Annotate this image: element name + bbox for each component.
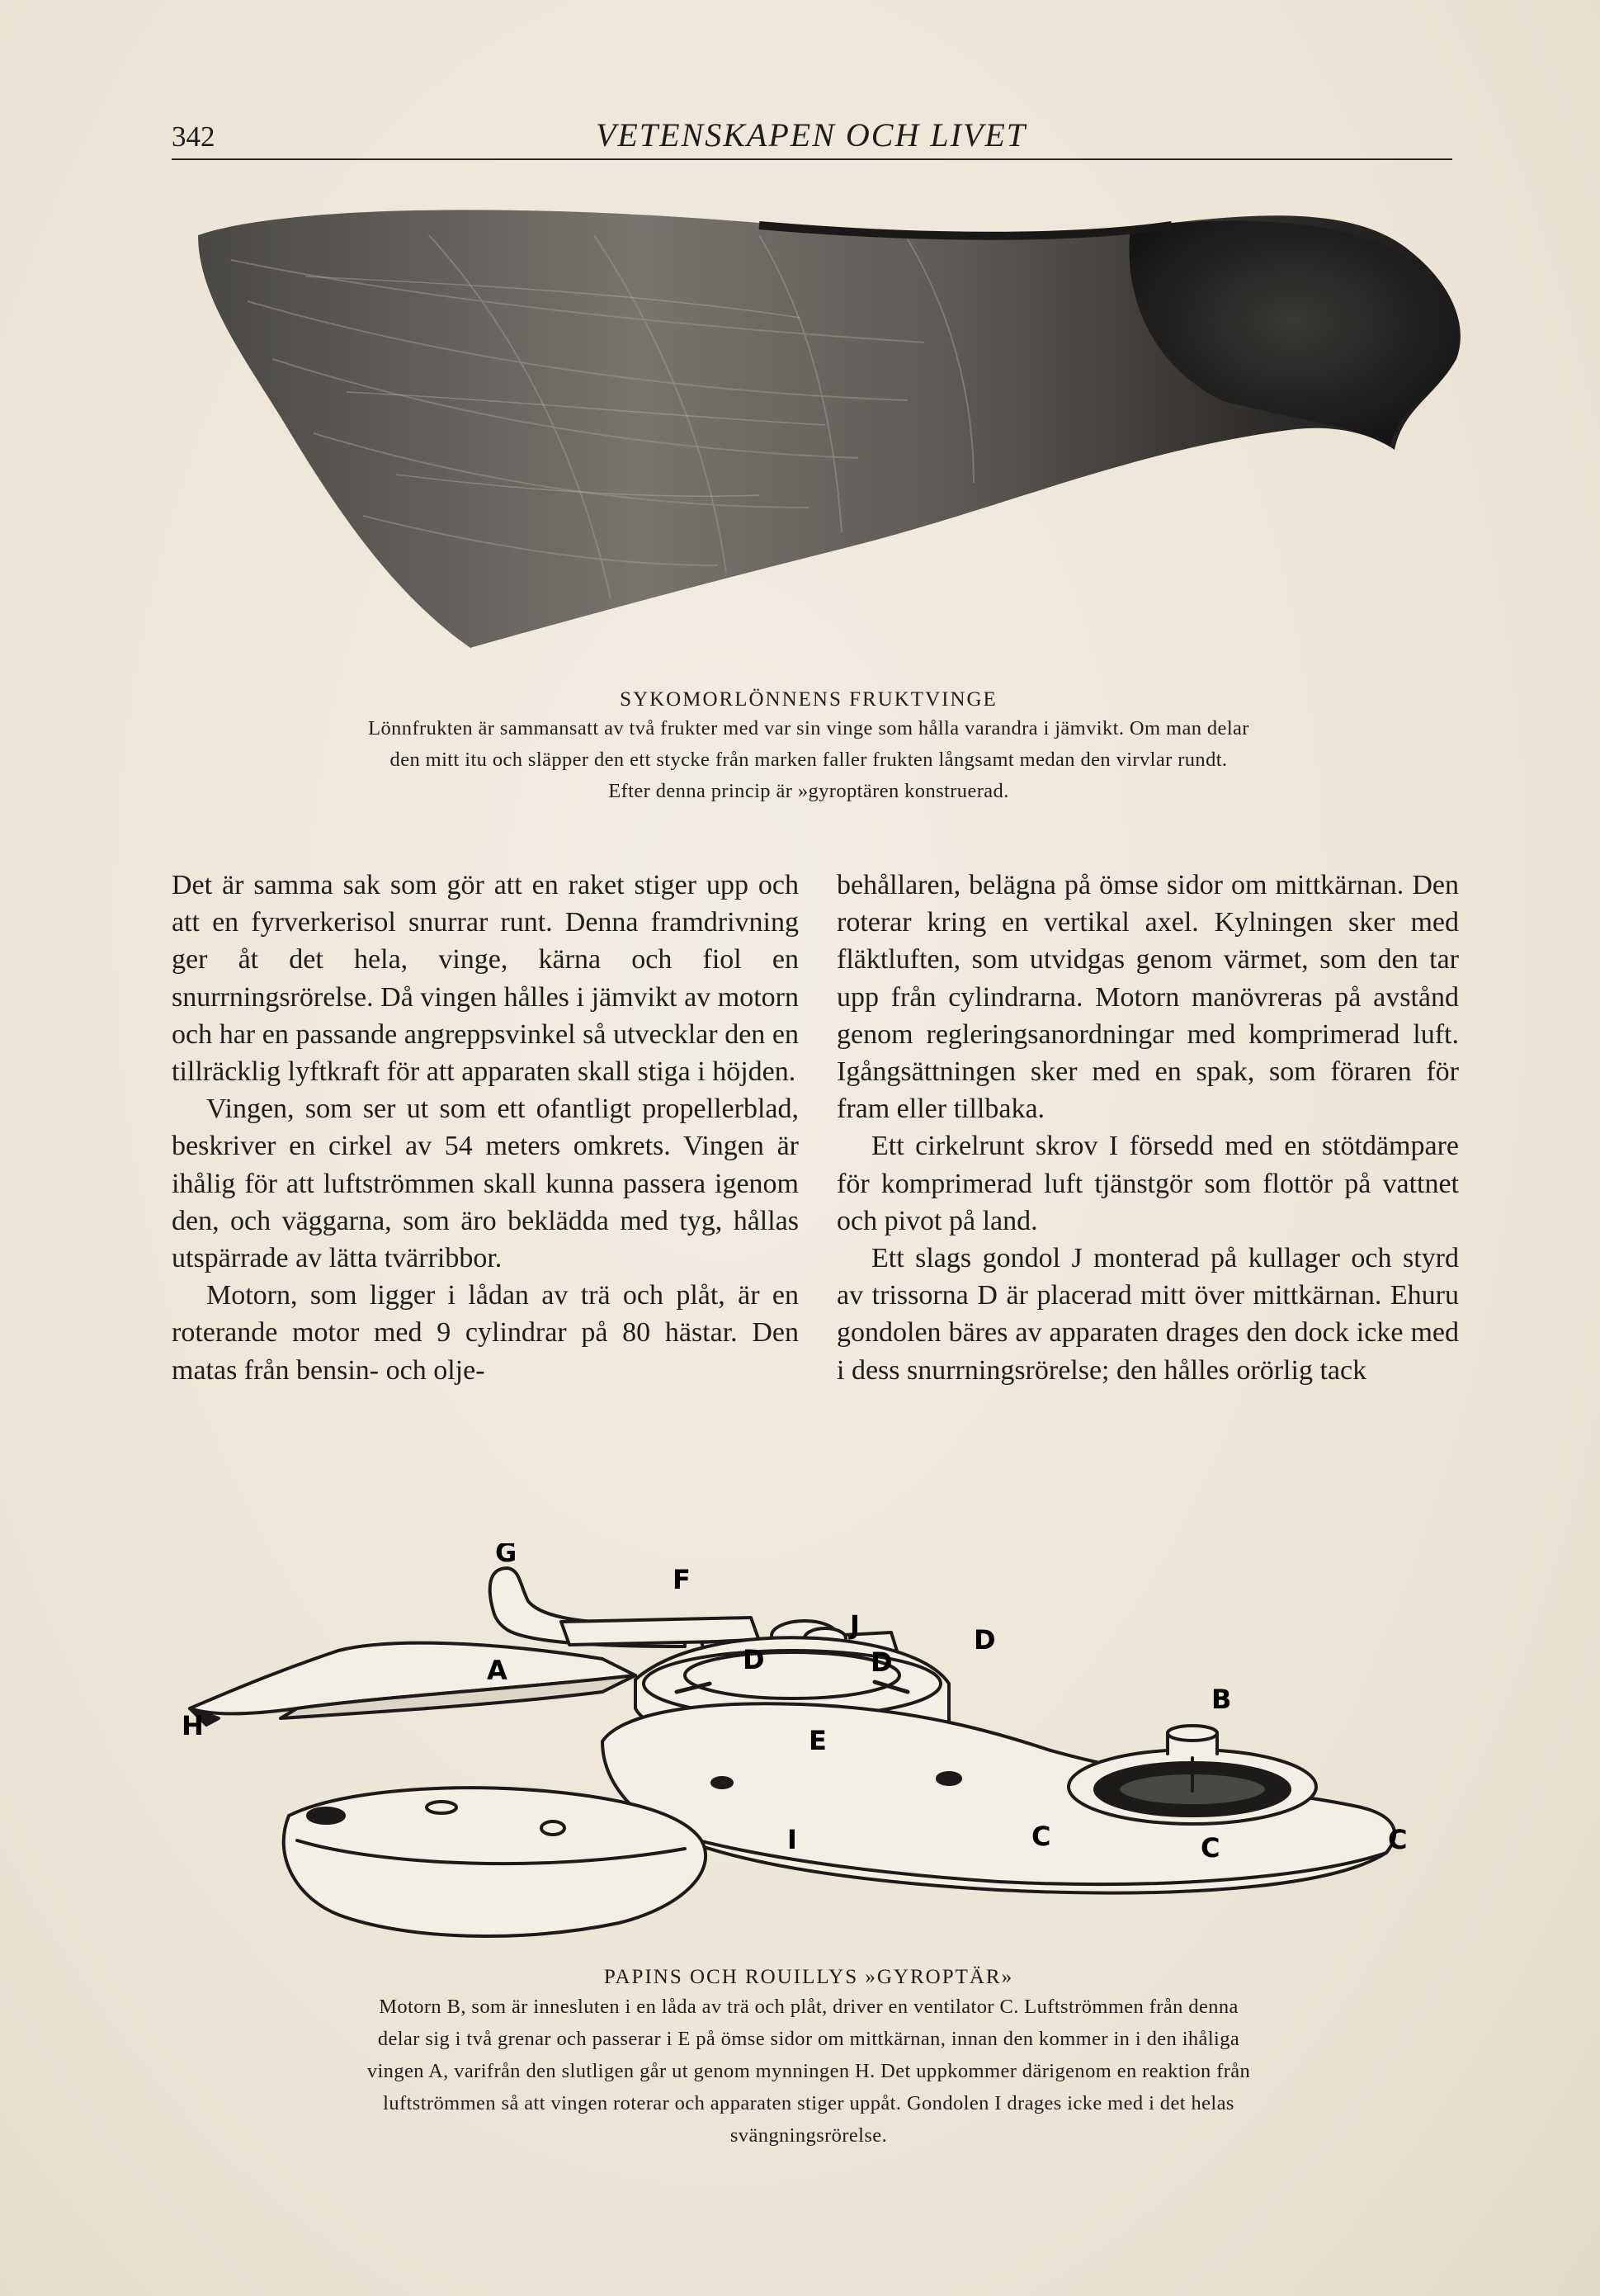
caption-line: Lönnfrukten är sammansatt av två frukter med var sin vinge som hålla varandra i jämvikt. Om man delar <box>368 717 1249 739</box>
page-number: 342 <box>172 120 215 153</box>
gyropter-diagram <box>173 1543 1477 1956</box>
figure2-caption <box>165 1964 1452 2152</box>
paragraph: Vingen, som ser ut som ett ofantligt propellerblad, beskriver en cirkel av 54 meters omkrets. Vingen är ihålig för att luftströmmen skall kunna passera igenom den, och väggarna, som äro beklädda med tyg, hållas utspärrade av lätta tvärribbor. <box>172 1094 799 1274</box>
paragraph: Motorn, som ligger i lådan av trä och plåt, är en roterande motor med 9 cylindrar på 80 hästar. Den matas från bensin- och olje- <box>172 1280 799 1386</box>
article-left-column <box>172 867 799 1389</box>
paragraph: behållaren, belägna på ömse sidor om mittkärnan. Den roterar kring en vertikal axel. Kylningen sker med fläktluften, som utvidgas genom värmet, som den tar upp från cylindrarna. Motorn manövreras på avstånd genom regleringsanordningar med komprimerad luft. Igångsättningen sker med en spak, som föraren för fram eller tillbaka. <box>837 870 1459 1125</box>
caption-line: den mitt itu och släpper den ett stycke från marken faller frukten långsamt medan den virvlar rundt. <box>389 749 1228 771</box>
article-right-column <box>837 867 1459 1389</box>
label-f: F <box>673 1564 691 1595</box>
caption-line: svängningsrörelse. <box>729 2124 888 2147</box>
figure1-caption <box>165 687 1452 807</box>
label-h: H <box>182 1710 204 1741</box>
label-g: G <box>495 1543 517 1568</box>
paragraph: Ett slags gondol J monterad på kullager och styrd av trissorna D är placerad mitt över mittkärnan. Ehuru gondolen bäres av apparaten drages den dock icke med i dess snurrningsrörelse; den hålles orörlig tack <box>837 1243 1459 1386</box>
paragraph: Ett cirkelrunt skrov I försedd med en stötdämpare för komprimerad luft tjänstgör som flottör på vattnet och pivot på land. <box>837 1131 1459 1236</box>
figure2-caption-body <box>165 1991 1452 2152</box>
label-c: C <box>1201 1832 1220 1864</box>
label-d: D <box>974 1624 996 1656</box>
label-d: D <box>743 1644 765 1675</box>
sycamore-seed-photo <box>182 202 1469 664</box>
caption-line: luftströmmen så att vingen roterar och apparaten stiger uppåt. Gondolen I drages icke med i det helas <box>383 2092 1234 2114</box>
label-c: C <box>1388 1824 1408 1855</box>
caption-line: Efter denna princip är »gyroptären konstruerad. <box>608 780 1009 802</box>
caption-line: delar sig i två grenar och passerar i E på ömse sidor om mittkärnan, innan den kommer in i den ihåliga <box>377 2028 1240 2050</box>
running-title: VETENSKAPEN OCH LIVET <box>595 116 1027 154</box>
label-a: A <box>487 1655 507 1686</box>
label-i: I <box>787 1824 797 1855</box>
label-j: J <box>850 1609 860 1641</box>
header-rule <box>172 158 1452 160</box>
caption-line: Motorn B, som är innesluten i en låda av trä och plåt, driver en ventilator C. Luftströmmen från denna <box>379 1996 1239 2018</box>
caption-line: vingen A, varifrån den slutligen går ut genom mynningen H. Det uppkommer därigenom en reaktion från <box>366 2060 1251 2082</box>
paragraph: Det är samma sak som gör att en raket stiger upp och att en fyrverkerisol snurrar runt. Denna framdrivning ger åt det hela, vinge, kärna och fiol en snurrningsrörelse. Då vingen hålles i jämvikt av motorn och har en passande angreppsvinkel så utvecklar den en tillräcklig lyftkraft för att apparaten skall stiga i höjden. <box>172 870 799 1088</box>
label-e: E <box>809 1725 827 1756</box>
figure1-caption-body <box>165 713 1452 807</box>
figure1-caption-title: SYKOMORLÖNNENS FRUKTVINGE <box>620 688 998 711</box>
label-c: C <box>1031 1821 1051 1852</box>
page-header <box>172 114 1451 163</box>
label-d: D <box>871 1646 893 1678</box>
label-b: B <box>1211 1684 1232 1715</box>
figure2-caption-title: PAPINS OCH ROUILLYS »GYROPTÄR» <box>603 1966 1014 1988</box>
